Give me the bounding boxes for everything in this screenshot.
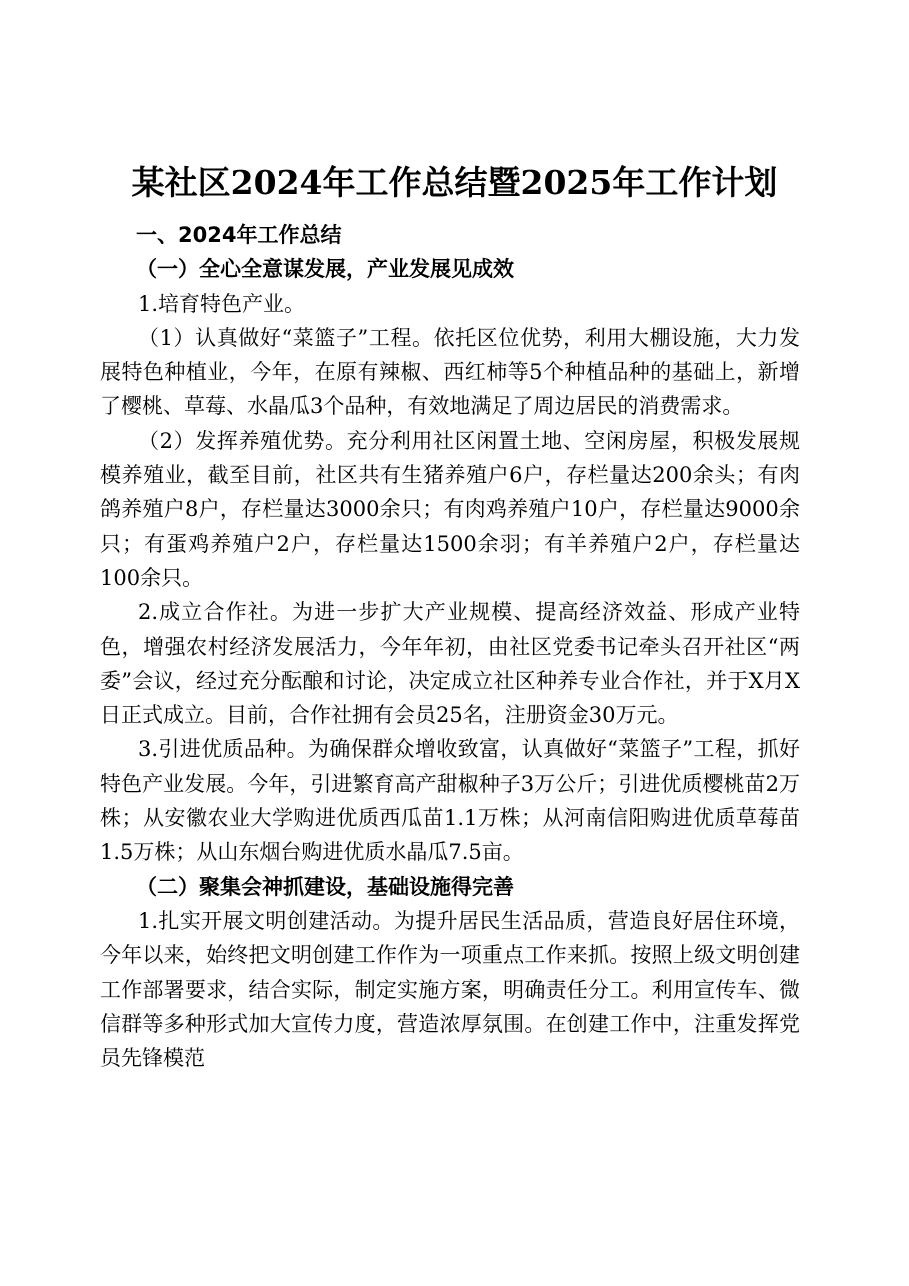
item-1-paragraph-2: （2）发挥养殖优势。充分利用社区闲置土地、空闲房屋，积极发展规模养殖业，截至目前，社区共有生猪养殖户6户，存栏量达200余头；有肉鸽养殖户8户，存栏量达3000余只；有肉鸡养殖户10户，存栏量达9000余只；有蛋鸡养殖户2户，存栏量达1500余羽；有羊养殖户2户，存栏量达100余只。 (100, 428, 800, 590)
item-1-heading: 1.培育特色产业。 (138, 291, 306, 316)
document-body (100, 218, 800, 1075)
section-1-heading: （一）全心全意谋发展，产业发展见成效 (136, 256, 514, 282)
item-1-paragraph-1: （1）认真做好“菜篮子”工程。依托区位优势，利用大棚设施，大力发展特色种植业，今年，在原有辣椒、西红柿等5个种植品种的基础上，新增了樱桃、草莓、水晶瓜3个品种，有效地满足了周边居民的消费需求。 (100, 325, 800, 419)
section-2-item-1-paragraph: 1.扎实开展文明创建活动。为提升居民生活品质，营造良好居住环境，今年以来，始终把文明创建工作作为一项重点工作来抓。按照上级文明创建工作部署要求，结合实际，制定实施方案，明确责任分工。利用宣传车、微信群等多种形式加大宣传力度，营造浓厚氛围。在创建工作中，注重发挥党员先锋模范 (100, 908, 800, 1071)
section-2-heading: （二）聚集会神抓建设，基础设施得完善 (136, 873, 514, 899)
item-2-paragraph: 2.成立合作社。为进一步扩大产业规模、提高经济效益、形成产业特色，增强农村经济发展活力，今年年初，由社区党委书记牵头召开社区“两委”会议，经过充分酝酿和讨论，决定成立社区种养专业合作社，并于X月X日正式成立。目前，合作社拥有会员25名，注册资金30万元。 (100, 600, 800, 728)
document-title: 某社区2024年工作总结暨2025年工作计划 (131, 163, 778, 202)
heading-work-summary: 一、2024年工作总结 (136, 223, 342, 247)
item-3-paragraph: 3.引进优质品种。为确保群众增收致富，认真做好“菜篮子”工程，抓好特色产业发展。今年，引进繁育高产甜椒种子3万公斤；引进优质樱桃苗2万株；从安徽农业大学购进优质西瓜苗1.1万株；从河南信阳购进优质草莓苗1.5万株；从山东烟台购进优质水晶瓜7.5亩。 (100, 737, 800, 865)
